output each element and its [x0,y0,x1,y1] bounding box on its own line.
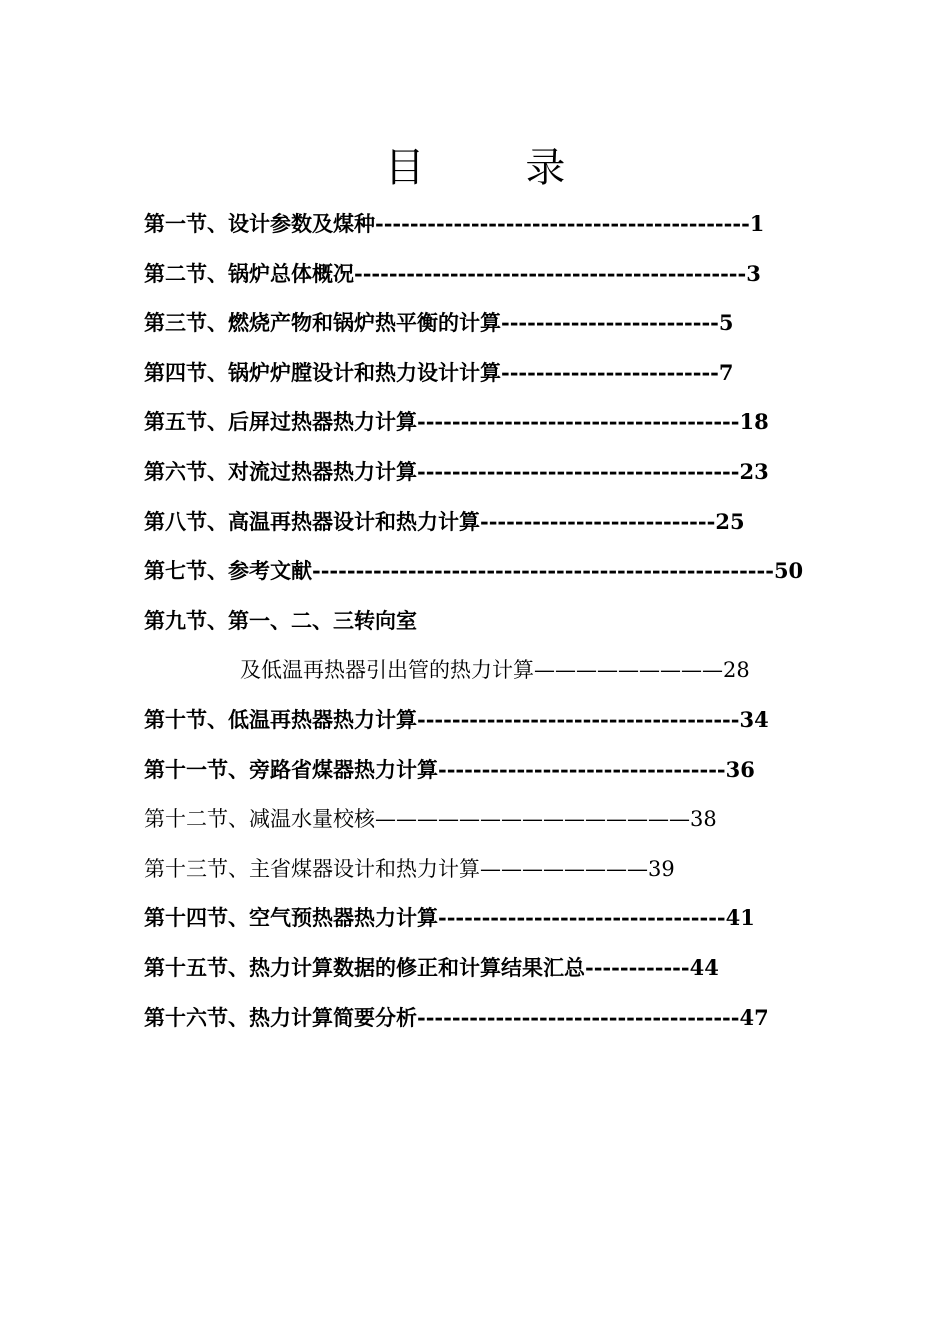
toc-entry-continuation: 及低温再热器引出管的热力计算—————————28 [240,658,750,683]
toc-entry: 第十一节、旁路省煤器热力计算---------------------------------36 [144,756,755,782]
toc-entry: 第一节、设计参数及煤种-------------------------------------------1 [144,211,765,236]
toc-entry: 第十节、低温再热器热力计算-------------------------------------34 [144,706,769,732]
toc-list [144,204,804,1047]
toc-entry: 第九节、第一、二、三转向室 [144,607,417,633]
toc-entry: 第四节、锅炉炉膛设计和热力设计计算-------------------------7 [144,359,734,385]
page-title: 目 录 [384,145,610,191]
toc-entry: 第七节、参考文献-----------------------------------------------------50 [144,558,804,584]
toc-entry: 第十三节、主省煤器设计和热力计算————————39 [144,856,675,881]
toc-entry: 第五节、后屏过热器热力计算-------------------------------------18 [144,409,769,435]
toc-entry: 第十六节、热力计算简要分析-------------------------------------47 [144,1004,769,1030]
toc-entry: 第二节、锅炉总体概况---------------------------------------------3 [144,260,761,286]
toc-entry: 第八节、高温再热器设计和热力计算---------------------------25 [144,508,745,534]
toc-entry: 第十五节、热力计算数据的修正和计算结果汇总------------44 [144,954,719,980]
toc-entry: 第六节、对流过热器热力计算-------------------------------------23 [144,458,769,484]
toc-entry: 第十四节、空气预热器热力计算---------------------------------41 [144,905,755,931]
toc-entry: 第三节、燃烧产物和锅炉热平衡的计算-------------------------5 [144,310,734,336]
toc-entry: 第十二节、减温水量校核———————————————38 [144,807,717,832]
